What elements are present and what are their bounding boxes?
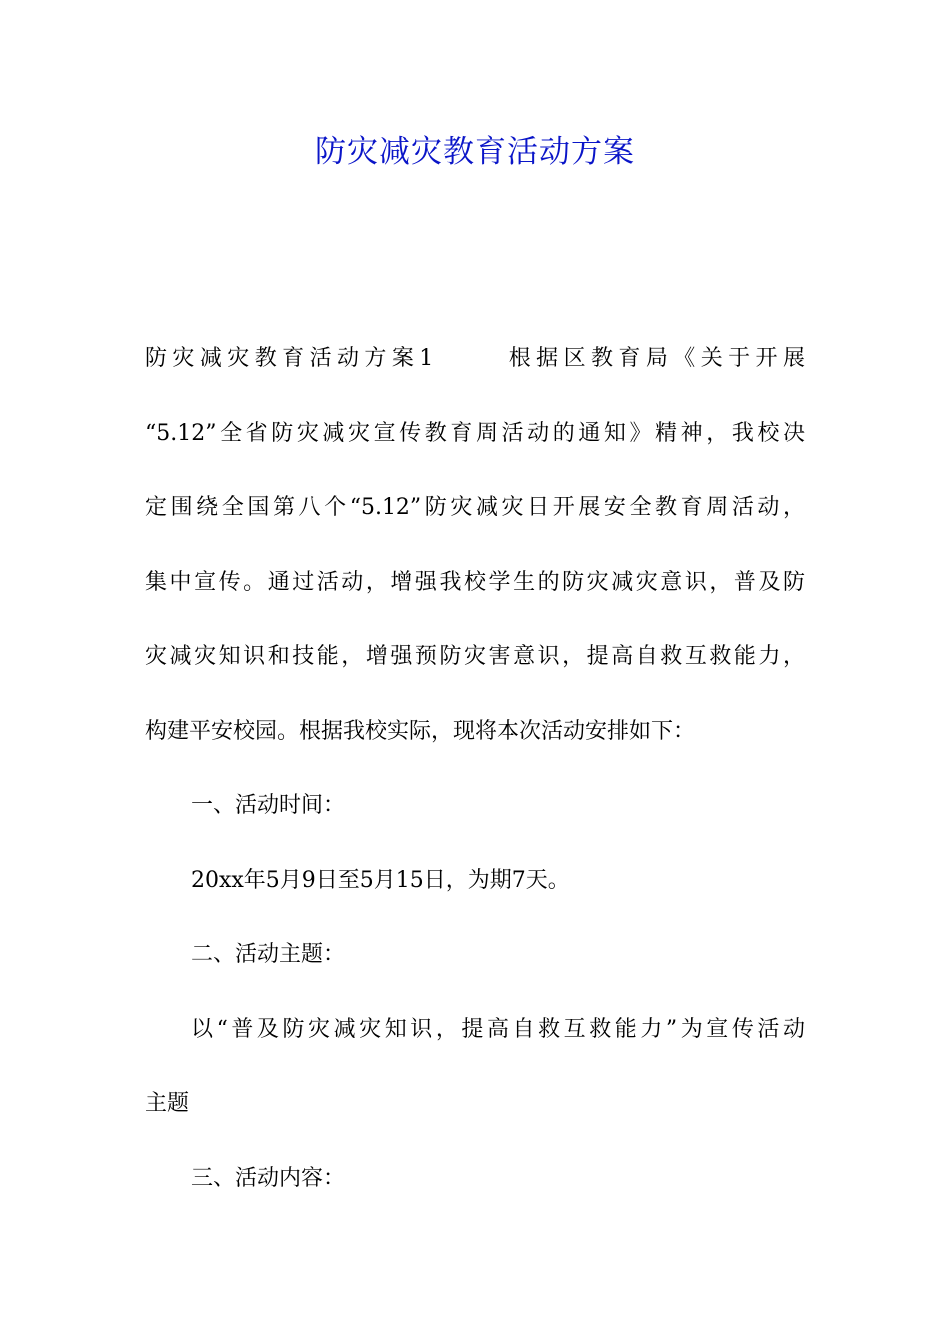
page-title: 防灾减灾教育活动方案	[315, 134, 635, 170]
section-heading-content: 三、活动内容：	[191, 1165, 346, 1191]
activity-theme-text-cont: 主题	[145, 1091, 190, 1116]
plan-heading-text: 防灾减灾教育活动方案1	[145, 346, 434, 371]
paragraph-start-text: 根据区教育局《关于开展	[503, 346, 805, 371]
paragraph-line-3: 定围绕全国第八个“5.12”防灾减灾日开展安全教育周活动，	[145, 495, 805, 520]
section-heading-time: 一、活动时间：	[191, 793, 346, 818]
activity-theme-text: 以“普及防灾减灾知识，提高自救互救能力”为宣传活动	[191, 1016, 805, 1042]
paragraph-line-5: 灾减灾知识和技能，增强预防灾害意识，提高自救互救能力，	[145, 644, 805, 669]
paragraph-line-2: “5.12”全省防灾减灾宣传教育周活动的通知》精神，我校决	[145, 420, 805, 446]
activity-time-text: 20xx年5月9日至5月15日，为期7天。	[191, 867, 570, 893]
paragraph-line-4: 集中宣传。通过活动，增强我校学生的防灾减灾意识，普及防	[145, 569, 805, 595]
paragraph-line-1	[145, 322, 805, 397]
section-heading-theme: 二、活动主题：	[191, 942, 346, 967]
document-body	[145, 322, 805, 1216]
paragraph-line-6: 构建平安校园。根据我校实际，现将本次活动安排如下：	[145, 718, 696, 744]
